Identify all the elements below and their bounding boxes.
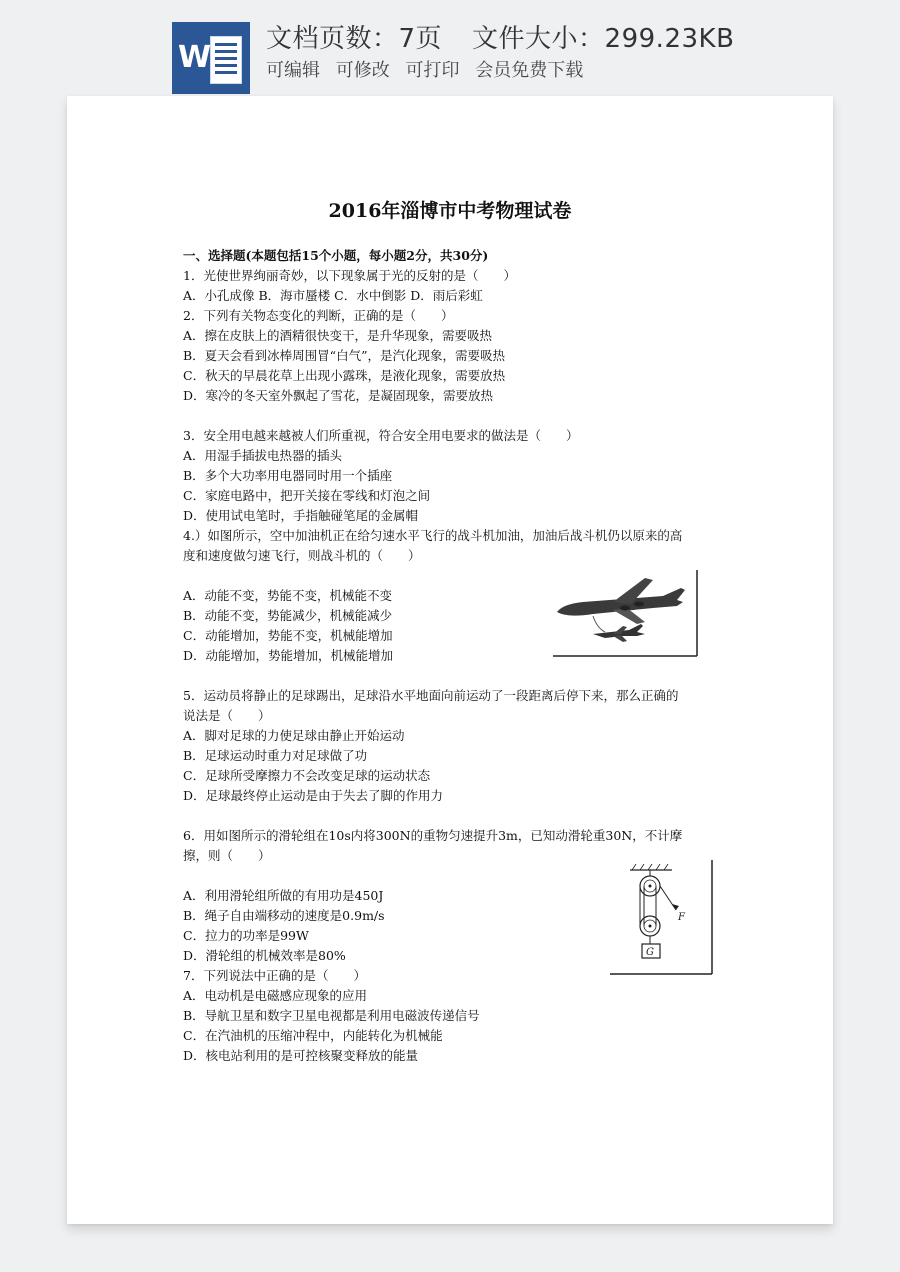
- question-7-option-a: A．电动机是电磁感应现象的应用: [183, 988, 368, 1003]
- question-3-option-a: A．用湿手插拔电热器的插头: [183, 448, 343, 463]
- question-5-stem-line-1: 5．运动员将静止的足球踢出，足球沿水平地面向前运动了一段距离后停下来，那么正确的: [183, 688, 679, 703]
- question-7-option-b: B．导航卫星和数字卫星电视都是利用电磁波传递信号: [183, 1008, 480, 1023]
- question-6-option-b: B．绳子自由端移动的速度是0.9m/s: [183, 908, 385, 923]
- question-6-option-d: D．滑轮组的机械效率是80%: [183, 948, 346, 963]
- question-7-option-d: D．核电站利用的是可控核聚变释放的能量: [183, 1048, 419, 1063]
- header-banner: [0, 0, 900, 96]
- question-7-option-c: C．在汽油机的压缩冲程中，内能转化为机械能: [183, 1028, 443, 1043]
- question-2-option-b: B．夏天会看到冰棒周围冒“白气”，是汽化现象，需要吸热: [183, 348, 505, 363]
- question-3-option-d: D．使用试电笔时，手指触碰笔尾的金属帽: [183, 508, 419, 523]
- feature-editable: 可编辑: [266, 60, 320, 81]
- question-2-option-a: A．擦在皮肤上的酒精很快变干，是升华现象，需要吸热: [183, 328, 493, 343]
- word-doc-icon: W: [172, 22, 250, 94]
- question-4-stem-line-1: 4.）如图所示，空中加油机正在给匀速水平飞行的战斗机加油，加油后战斗机仍以原来的高: [183, 528, 683, 543]
- question-3-option-b: B．多个大功率用电器同时用一个插座: [183, 468, 393, 483]
- question-6-option-c: C．拉力的功率是99W: [183, 928, 309, 943]
- question-1-options: A．小孔成像 B．海市蜃楼 C．水中倒影 D．雨后彩虹: [183, 288, 483, 303]
- file-size-label: 文件大小：299.23KB: [472, 24, 735, 54]
- feature-printable: 可打印: [405, 60, 460, 81]
- page-title: 2016年淄博市中考物理试卷: [328, 200, 572, 222]
- question-4-option-c: C．动能增加，势能不变，机械能增加: [183, 628, 393, 643]
- feature-list: [266, 56, 593, 82]
- force-label: F: [678, 912, 685, 923]
- question-5-option-d: D．足球最终停止运动是由于失去了脚的作用力: [183, 788, 444, 803]
- page-count-label: 文档页数：7页: [266, 24, 443, 54]
- question-4-stem-line-2: 度和速度做匀速飞行，则战斗机的（ ）: [183, 548, 421, 563]
- pulley-system-icon: [610, 858, 714, 976]
- question-5-option-b: B．足球运动时重力对足球做了功: [183, 748, 368, 763]
- question-3-option-c: C．家庭电路中，把开关接在零线和灯泡之间: [183, 488, 431, 503]
- question-6-stem-line-2: 擦，则（ ）: [183, 848, 271, 863]
- question-4-option-a: A．动能不变，势能不变，机械能不变: [183, 588, 393, 603]
- question-2-option-c: C．秋天的早晨花草上出现小露珠，是液化现象，需要放热: [183, 368, 506, 383]
- section-heading: 一、选择题(本题包括15个小题，每小题2分，共30分): [183, 248, 489, 263]
- question-1-stem: 1．光使世界绚丽奇妙，以下现象属于光的反射的是（ ）: [183, 268, 516, 283]
- question-2-option-d: D．寒冷的冬天室外飘起了雪花，是凝固现象，需要放热: [183, 388, 494, 403]
- refueling-aircraft-icon: [553, 568, 699, 658]
- question-4-option-b: B．动能不变，势能减少，机械能减少: [183, 608, 393, 623]
- question-5-option-c: C．足球所受摩擦力不会改变足球的运动状态: [183, 768, 431, 783]
- weight-label: G: [646, 947, 654, 958]
- doc-meta-title: [266, 18, 734, 55]
- question-5-stem-line-2: 说法是（ ）: [183, 708, 271, 723]
- question-5-option-a: A．脚对足球的力使足球由静止开始运动: [183, 728, 405, 743]
- question-6-stem-line-1: 6．用如图所示的滑轮组在10s内将300N的重物匀速提升3m，已知动滑轮重30N，不计摩: [183, 828, 683, 843]
- question-2-stem: 2．下列有关物态变化的判断，正确的是（ ）: [183, 308, 454, 323]
- feature-free-download: 会员免费下载: [475, 60, 584, 81]
- document-page: [67, 96, 833, 1224]
- question-4-option-d: D．动能增加，势能增加，机械能增加: [183, 648, 394, 663]
- feature-modifiable: 可修改: [335, 60, 390, 81]
- question-3-stem: 3．安全用电越来越被人们所重视，符合安全用电要求的做法是（ ）: [183, 428, 579, 443]
- question-7-stem: 7．下列说法中正确的是（ ）: [183, 968, 366, 983]
- question-6-option-a: A．利用滑轮组所做的有用功是450J: [183, 888, 384, 903]
